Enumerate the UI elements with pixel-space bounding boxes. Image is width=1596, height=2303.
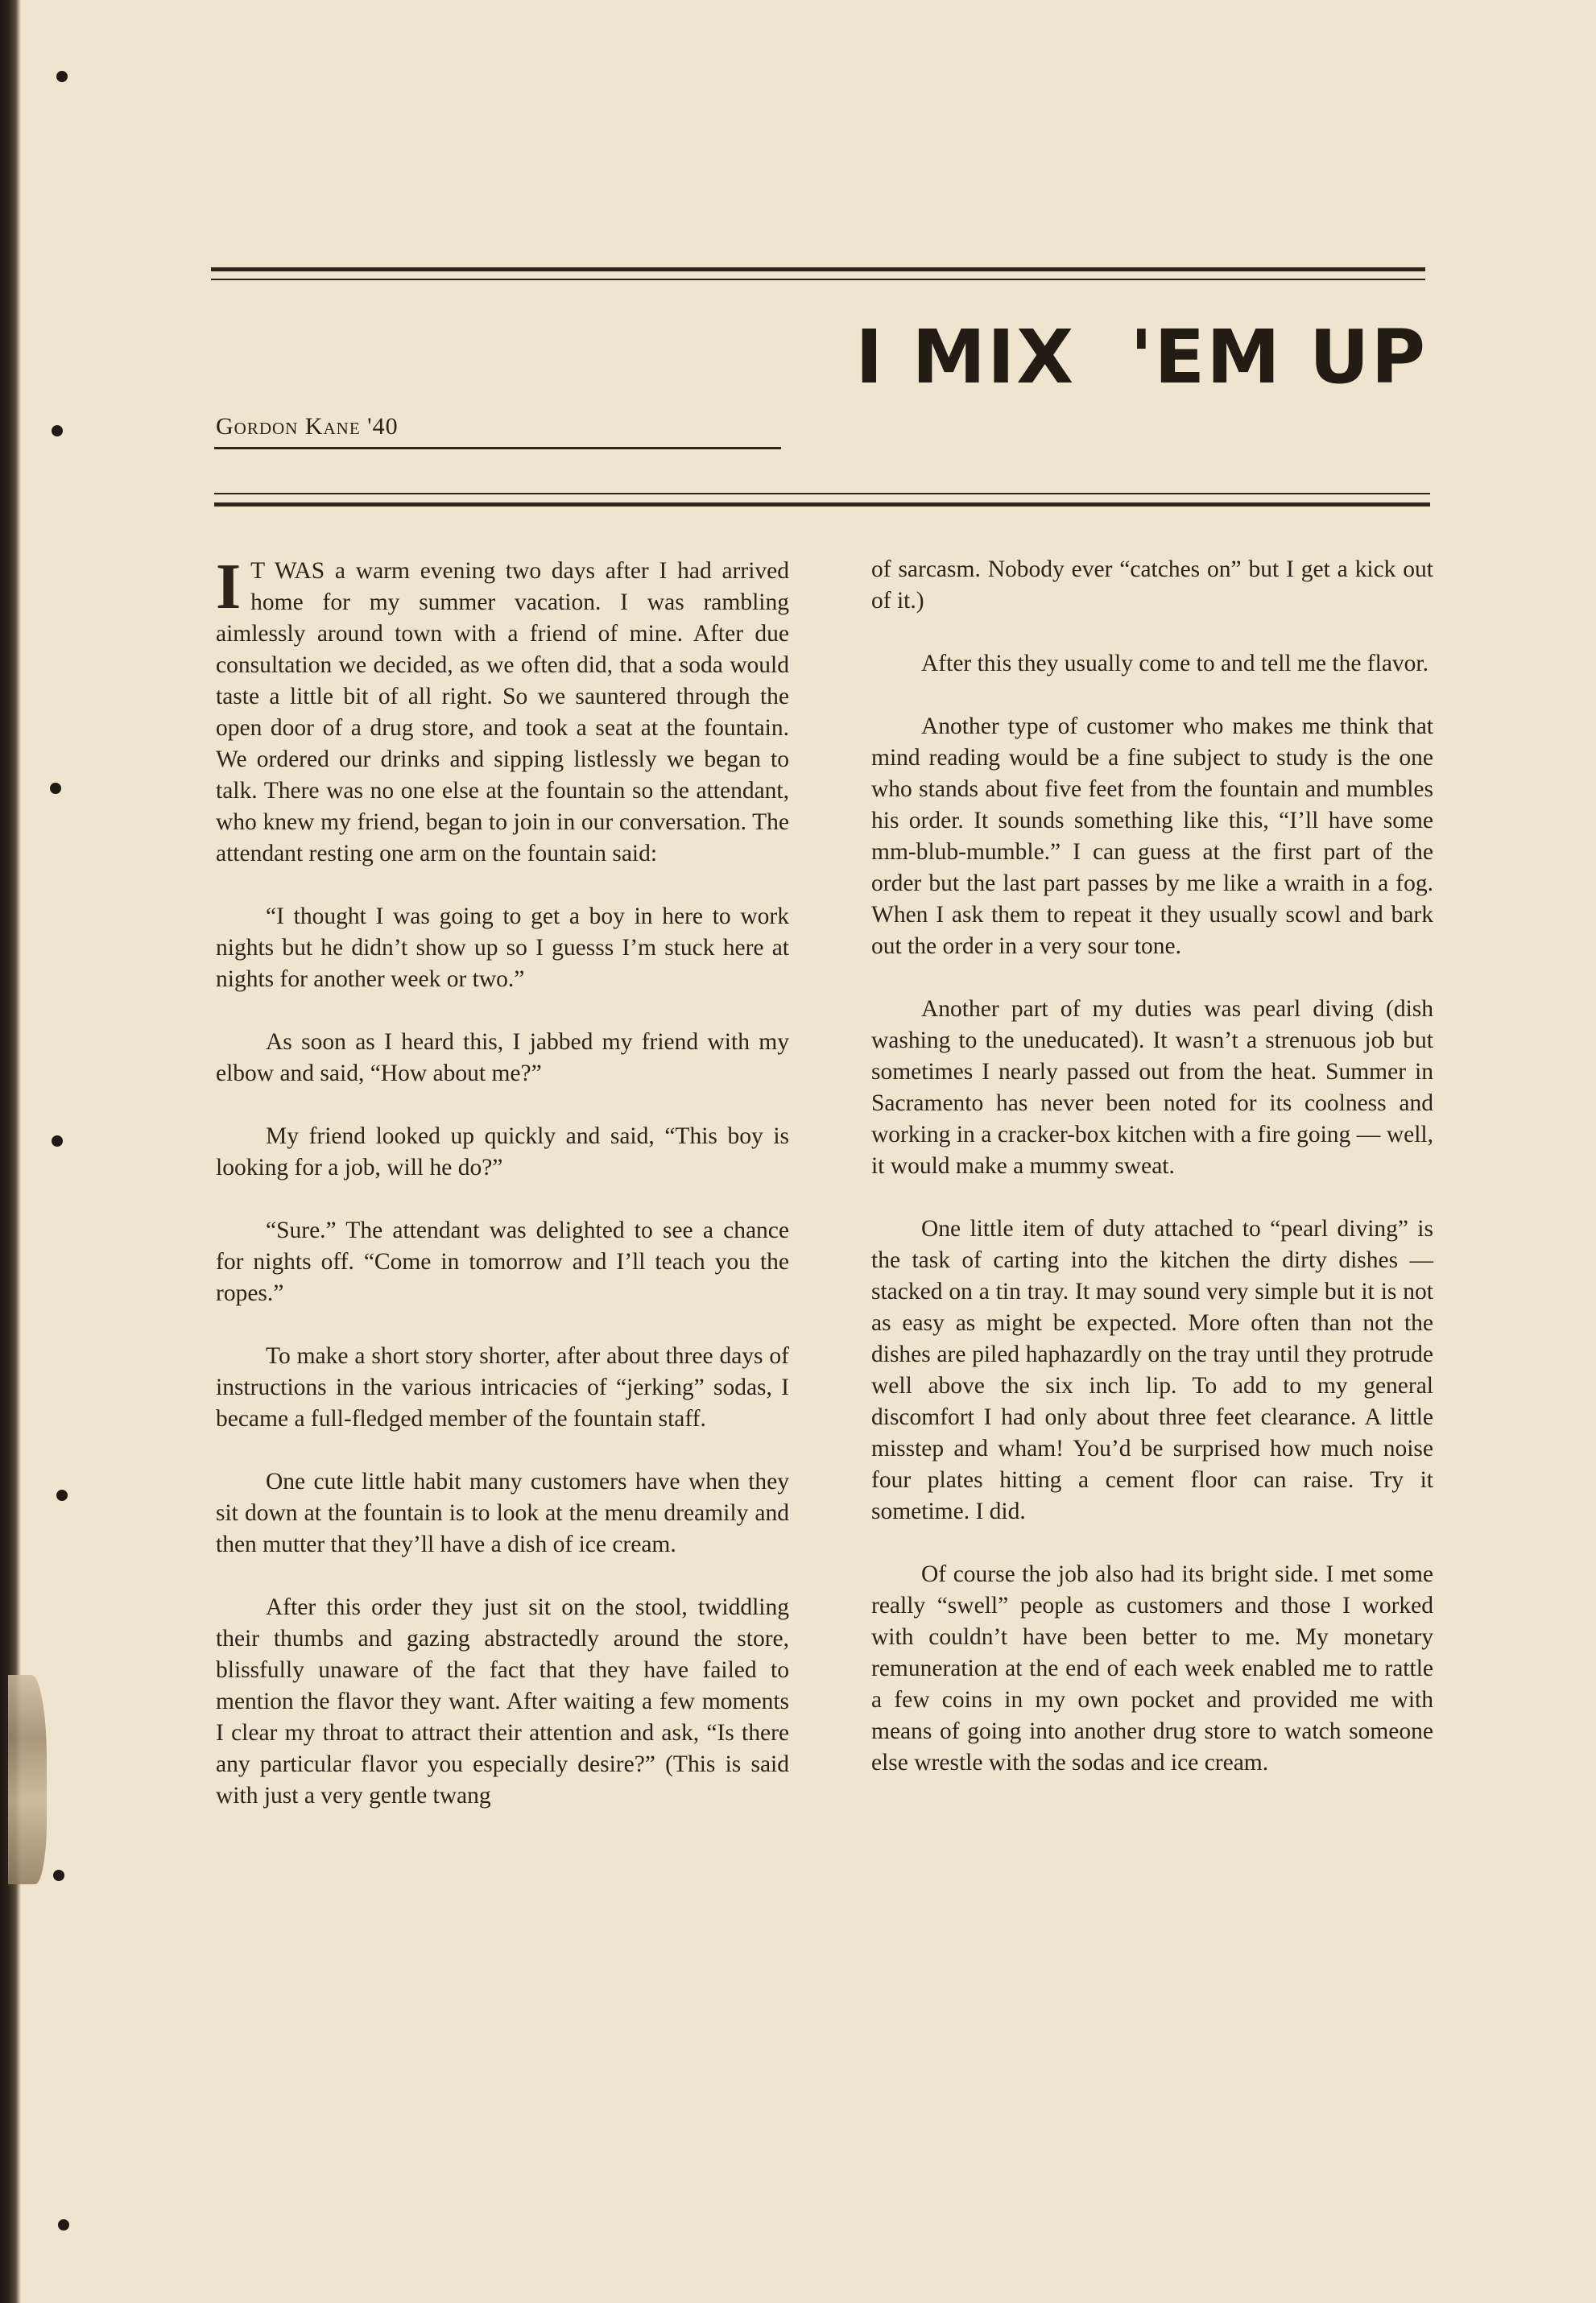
byline-rule [214,447,781,449]
binding-hole [56,1490,68,1501]
paragraph: One little item of duty attached to “pearl diving” is the task of carting into the kitchen the dirty dishes — stacked on a tin tray. It may sound very simple but it is not as easy as might be expected. More often than not the dishes are piled haphazardly on the tray until they protrude well above the six inch lip. To add to my general discomfort I had only about three feet clearance. A little misstep and wham! You’d be surprised how much noise four plates hitting a cement floor can raise. Try it sometime. I did. [871,1216,1433,1524]
paragraph: Another part of my duties was pearl diving (dish washing to the uneducated). It wasn’t a strenuous job but sometimes I nearly passed out from the heat. Summer in Sacramento has never been noted for its coolness and working in a cracker-box kitchen with a fire going — well, it would make a mummy sweat. [871,996,1433,1179]
page-binding-edge [0,0,21,2303]
paragraph: “Sure.” The attendant was delighted to see a chance for nights off. “Come in tomorrow and I’ll teach you the ropes.” [216,1218,789,1306]
paragraph: “I thought I was going to get a boy in here to work nights but he didn’t show up so I guesss I’m stuck here at nights for another week or two.” [216,903,789,992]
binding-hole [56,71,68,82]
binding-hole [52,1135,63,1147]
paragraph: My friend looked up quickly and said, “This boy is looking for a job, will he do?” [216,1123,789,1180]
binding-hole [52,425,63,436]
continued-paragraph: of sarcasm. Nobody ever “catches on” but I get a kick out of it.) [871,556,1433,614]
column-left [216,552,789,1843]
binding-hole [53,1870,64,1881]
paragraph: Another type of customer who makes me think that mind reading would be a fine subject to study is the one who stands about five feet from the fountain and mumbles his order. It sounds something like this, “I’ll have some mm-blub-mumble.” I can guess at the first part of the order but the last part passes by me like a wraith in a fog. When I ask them to repeat it they usually scowl and bark out the order in a very sour tone. [871,713,1433,959]
opening-text: T WAS a warm evening two days after I had arrived home for my summer vacation. I was rambling aimlessly around town with a friend of mine. After due consultation we decided, as we often did, that a soda would taste a little bit of all right. So we sauntered through the open door of a drug store, and took a seat at the fountain. We ordered our drinks and sipping listlessly we began to talk. There was no one else at the fountain so the attendant, who knew my friend, began to join in our conversation. The attendant resting one arm on the fountain said: [216,558,789,866]
header-rule-bottom [214,502,1430,506]
paragraph: Of course the job also had its bright side. I met some really “swell” people as customers and those I worked with couldn’t have been better to me. My monetary remuneration at the end of each week enabled me to rattle a few coins in my own pocket and provided me with means of going into another drug store to watch someone else wrestle with the sodas and ice cream. [871,1561,1433,1776]
torn-paper-edge [8,1675,47,1884]
paragraph: As soon as I heard this, I jabbed my friend with my elbow and said, “How about me?” [216,1029,789,1086]
header-rule-top [211,267,1425,271]
paragraph: To make a short story shorter, after about three days of instructions in the various intricacies of “jerking” sodas, I became a full-fledged member of the fountain staff. [216,1343,789,1432]
column-right [871,554,1433,1810]
binding-hole [58,2219,69,2231]
paragraph: One cute little habit many customers have when they sit down at the fountain is to look at the menu dreamily and then mutter that they’ll have a dish of ice cream. [216,1469,789,1557]
paragraph: After this order they just sit on the stool, twiddling their thumbs and gazing abstractedly around the store, blissfully unaware of the fact that they have failed to mention the flavor they want. After waiting a few moments I clear my throat to attract their attention and ask, “Is there any particular flavor you especially desire?” (This is said with just a very gentle twang [216,1594,789,1809]
drop-cap: I [216,552,242,622]
header-rule-bottom-thin [214,493,1430,494]
header-rule-top-thin [211,279,1425,280]
binding-hole [50,783,61,794]
byline: Gordon Kane '40 [216,413,399,440]
paragraph: After this they usually come to and tell me the flavor. [921,651,1429,676]
article-title: I MIX 'EM UP [855,314,1427,400]
opening-paragraph [216,552,789,870]
